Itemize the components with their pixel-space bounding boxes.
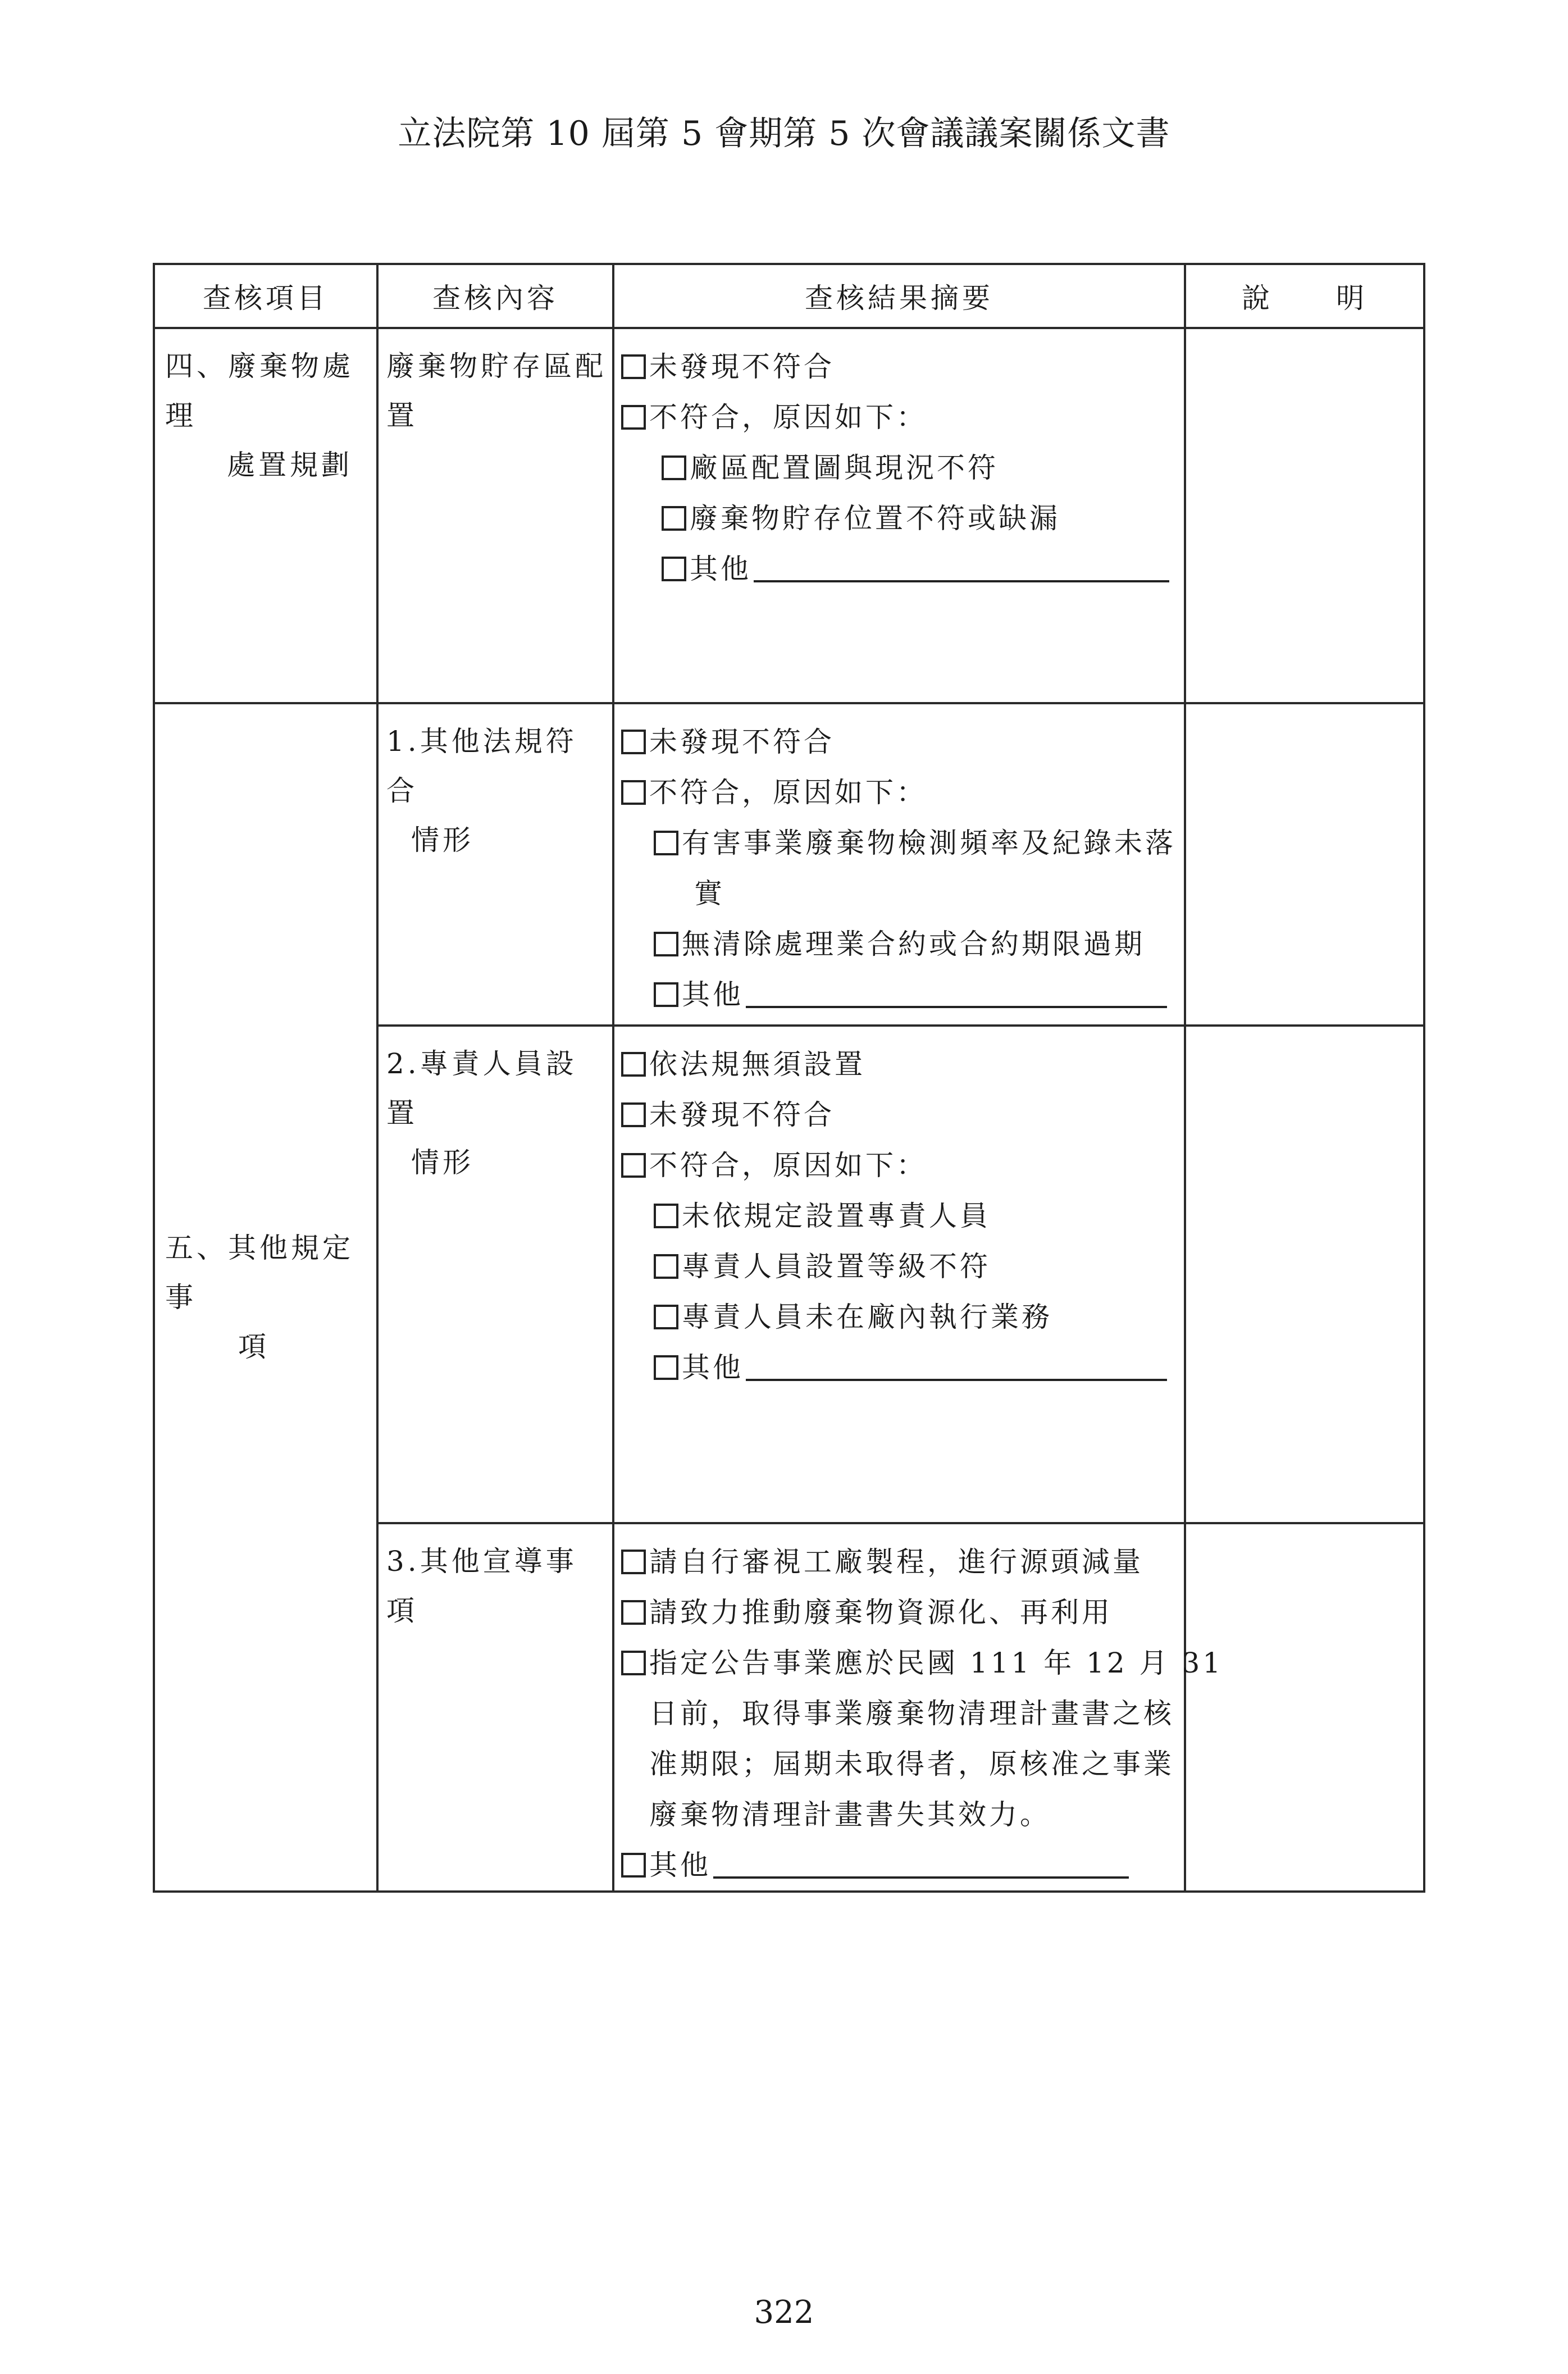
page-number: 322 xyxy=(754,2294,814,2331)
content-cell xyxy=(377,1026,613,1523)
checkbox[interactable] xyxy=(621,354,646,379)
checkbox-option[interactable]: 其他 xyxy=(621,969,1178,1020)
page-header: 立法院第 10 屆第 5 會期第 5 次會議議案關係文書 xyxy=(398,114,1170,153)
checkbox[interactable] xyxy=(662,455,686,480)
column-header-item: 查核項目 xyxy=(154,264,377,328)
checkbox[interactable] xyxy=(654,982,678,1007)
notes-cell[interactable] xyxy=(1185,1026,1424,1523)
content-line: 2.專責人員設置 xyxy=(386,1047,577,1129)
content-line: 情形 xyxy=(411,824,474,856)
checkbox[interactable] xyxy=(654,1355,678,1380)
checkbox[interactable] xyxy=(621,780,646,805)
checkbox-option[interactable]: 未發現不符合 xyxy=(621,341,1178,392)
checkbox-option[interactable]: 不符合，原因如下： xyxy=(621,1140,1178,1191)
checkbox[interactable] xyxy=(621,1651,646,1675)
checkbox-option[interactable]: 未依規定設置專責人員 xyxy=(621,1191,1178,1241)
content-line: 1.其他法規符合 xyxy=(386,725,577,807)
checkbox[interactable] xyxy=(654,1305,678,1329)
checkbox[interactable] xyxy=(662,506,686,531)
checkbox[interactable] xyxy=(621,1102,646,1127)
checkbox[interactable] xyxy=(621,1550,646,1574)
checkbox[interactable] xyxy=(621,1052,646,1077)
checkbox-option[interactable]: 請致力推動廢棄物資源化、再利用 xyxy=(621,1587,1178,1638)
checkbox[interactable] xyxy=(654,932,678,956)
checkbox-option[interactable]: 其他 xyxy=(621,1342,1178,1393)
fill-in-line[interactable] xyxy=(746,1354,1167,1381)
checkbox[interactable] xyxy=(621,1600,646,1625)
content-line: 廢棄物貯存區配 xyxy=(386,350,607,382)
checkbox[interactable] xyxy=(654,1254,678,1279)
content-cell xyxy=(377,1523,613,1892)
item-line: 處置規劃 xyxy=(227,449,353,481)
checkbox[interactable] xyxy=(654,1204,678,1228)
notes-cell[interactable] xyxy=(1185,328,1424,703)
table-header-row xyxy=(154,264,1424,328)
content-cell xyxy=(377,328,613,703)
checkbox-option[interactable]: 未發現不符合 xyxy=(621,717,1178,767)
item-line: 四、廢棄物處理 xyxy=(165,350,354,432)
checkbox-option[interactable]: 廠區配置圖與現況不符 xyxy=(621,443,1178,493)
result-cell xyxy=(613,1026,1185,1523)
result-cell xyxy=(613,328,1185,703)
checkbox-option[interactable]: 其他 xyxy=(621,544,1178,594)
column-header-content: 查核內容 xyxy=(377,264,613,328)
content-cell xyxy=(377,703,613,1026)
checkbox-option[interactable]: 其他 xyxy=(621,1840,1178,1890)
result-cell xyxy=(613,1523,1224,1892)
checkbox-option[interactable]: 廢棄物貯存位置不符或缺漏 xyxy=(621,493,1178,544)
content-line: 3.其他宣導事項 xyxy=(386,1545,577,1627)
option-continuation: 日前，取得事業廢棄物清理計畫書之核 xyxy=(649,1697,1174,1730)
item-line: 五、其他規定事 xyxy=(165,1232,354,1314)
checkbox-option[interactable]: 不符合，原因如下： xyxy=(621,392,1178,443)
notes-cell[interactable] xyxy=(1185,703,1424,1026)
table-row xyxy=(154,703,1424,1026)
checkbox-option[interactable]: 依法規無須設置 xyxy=(621,1039,1178,1090)
checkbox-option[interactable]: 專責人員設置等級不符 xyxy=(621,1241,1178,1292)
item-cell xyxy=(154,328,377,703)
fill-in-line[interactable] xyxy=(754,555,1169,582)
option-continuation: 准期限；屆期未取得者，原核准之事業 xyxy=(649,1748,1174,1780)
item-line: 項 xyxy=(238,1330,270,1363)
table-row xyxy=(154,328,1424,703)
checkbox-option[interactable]: 不符合，原因如下： xyxy=(621,767,1178,818)
content-line: 置 xyxy=(386,399,418,432)
checkbox[interactable] xyxy=(621,1853,646,1878)
notes-cell[interactable] xyxy=(1185,1523,1424,1892)
item-cell xyxy=(154,703,377,1892)
option-continuation: 實 xyxy=(694,877,725,910)
option-continuation: 廢棄物清理計畫書失其效力。 xyxy=(649,1798,1051,1831)
column-header-notes: 說 明 xyxy=(1185,264,1424,328)
fill-in-line[interactable] xyxy=(713,1852,1129,1879)
checkbox-option[interactable]: 專責人員未在廠內執行業務 xyxy=(621,1292,1178,1342)
checkbox[interactable] xyxy=(621,730,646,754)
checkbox-option[interactable]: 有害事業廢棄物檢測頻率及紀錄未落 xyxy=(621,818,1178,868)
column-header-result: 查核結果摘要 xyxy=(613,264,1185,328)
checkbox[interactable] xyxy=(621,405,646,430)
content-line: 情形 xyxy=(411,1146,474,1179)
inspection-table xyxy=(153,263,1425,1893)
checkbox-option[interactable]: 指定公告事業應於民國 111 年 12 月 31 xyxy=(621,1638,1178,1688)
checkbox-option[interactable]: 未發現不符合 xyxy=(621,1090,1178,1140)
result-cell xyxy=(613,703,1185,1026)
checkbox-option[interactable]: 請自行審視工廠製程，進行源頭減量 xyxy=(621,1537,1178,1587)
checkbox[interactable] xyxy=(654,831,678,855)
checkbox-option[interactable]: 無清除處理業合約或合約期限過期 xyxy=(621,919,1178,969)
fill-in-line[interactable] xyxy=(746,981,1167,1008)
checkbox[interactable] xyxy=(662,557,686,581)
checkbox[interactable] xyxy=(621,1153,646,1178)
